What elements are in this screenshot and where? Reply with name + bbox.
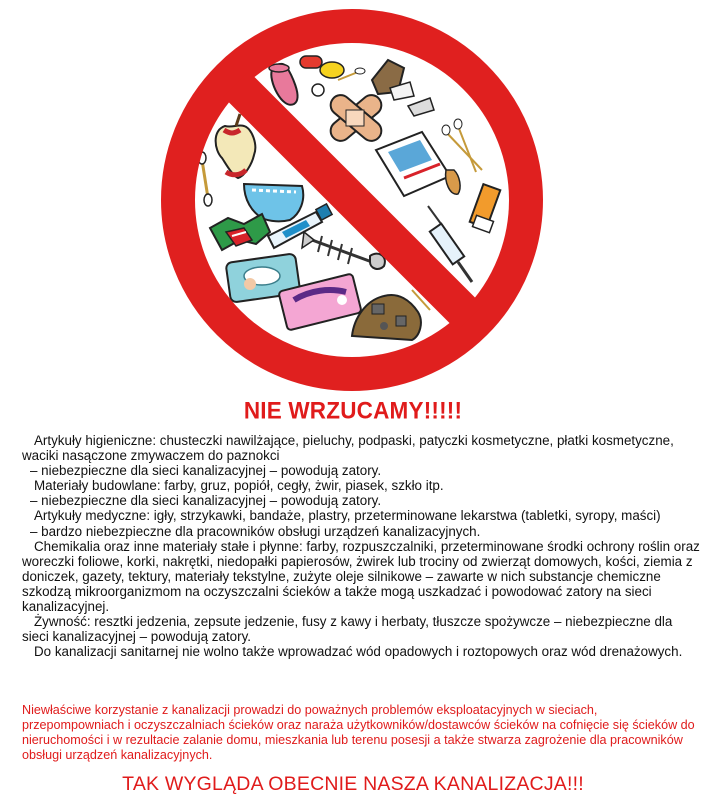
warning-text: Niewłaściwe korzystanie z kanalizacji prowadzi do poważnych problemów eksploatacyjnych w sieciach, przepompowniach i oczyszczalniach ścieków oraz naraża użytkowników/dostawców ścieków na cofnięcie się ścieków do nieruchomości i w rezultacie zalanie domu, mieszkania lub terenu posesji a także stwarza zagrożenie dla pracowników obsługi urządzeń kanalizacyjnych. — [22, 703, 695, 762]
paragraph: Chemikalia oraz inne materiały stałe i płynne: farby, rozpuszczalniki, przeterminowane środki ochrony roślin oraz woreczki foliowe, korki, nakrętki, niedopałki papierosów, żwirek lub trociny od zwierząt domowych, kości, ziemia z doniczek, gazety, tektury, materiały tekstylne, zużyte oleje silnikowe – zawarte w nich substancje chemiczne szkodzą mikroorganizmom na oczyszczalni ścieków a także mogą uszkadzać i powodować zatory na sieci kanalizacyjnej. — [22, 538, 700, 615]
bottom-title: TAK WYGLĄDA OBECNIE NASZA KANALIZACJA!!! — [122, 773, 584, 795]
paragraph: Żywność: resztki jedzenia, zepsute jedzenie, fusy z kawy i herbaty, tłuszcze spożywcze – niebezpieczne dla sieci kanalizacyjnej – powodują zatory. — [22, 614, 673, 645]
main-title: NIE WRZUCAMY!!!!! — [243, 396, 463, 424]
paragraph: Artykuły higieniczne: chusteczki nawilżające, pieluchy, podpaski, patyczki kosmetyczne, płatki kosmetyczne, waciki nasączone zmywaczem do paznokci — [22, 433, 674, 464]
paragraph: Do kanalizacji sanitarnej nie wolno także wprowadzać wód opadowych i roztopowych oraz wód drenażowych. — [34, 644, 683, 660]
paragraph: Artykuły medyczne: igły, strzykawki, bandaże, plastry, przeterminowane lekarstwa (tabletki, syropy, maści) — [34, 508, 661, 524]
paragraph: – niebezpieczne dla sieci kanalizacyjnej – powodują zatory. — [30, 463, 382, 479]
paragraph: Materiały budowlane: farby, gruz, popiół, cegły, żwir, piasek, szkło itp. — [34, 478, 444, 494]
paragraph: – bardzo niebezpieczne dla pracowników obsługi urządzeń kanalizacyjnych. — [30, 523, 481, 539]
body-text — [22, 433, 702, 659]
paragraph: – niebezpieczne dla sieci kanalizacyjnej – powodują zatory. — [30, 493, 382, 509]
